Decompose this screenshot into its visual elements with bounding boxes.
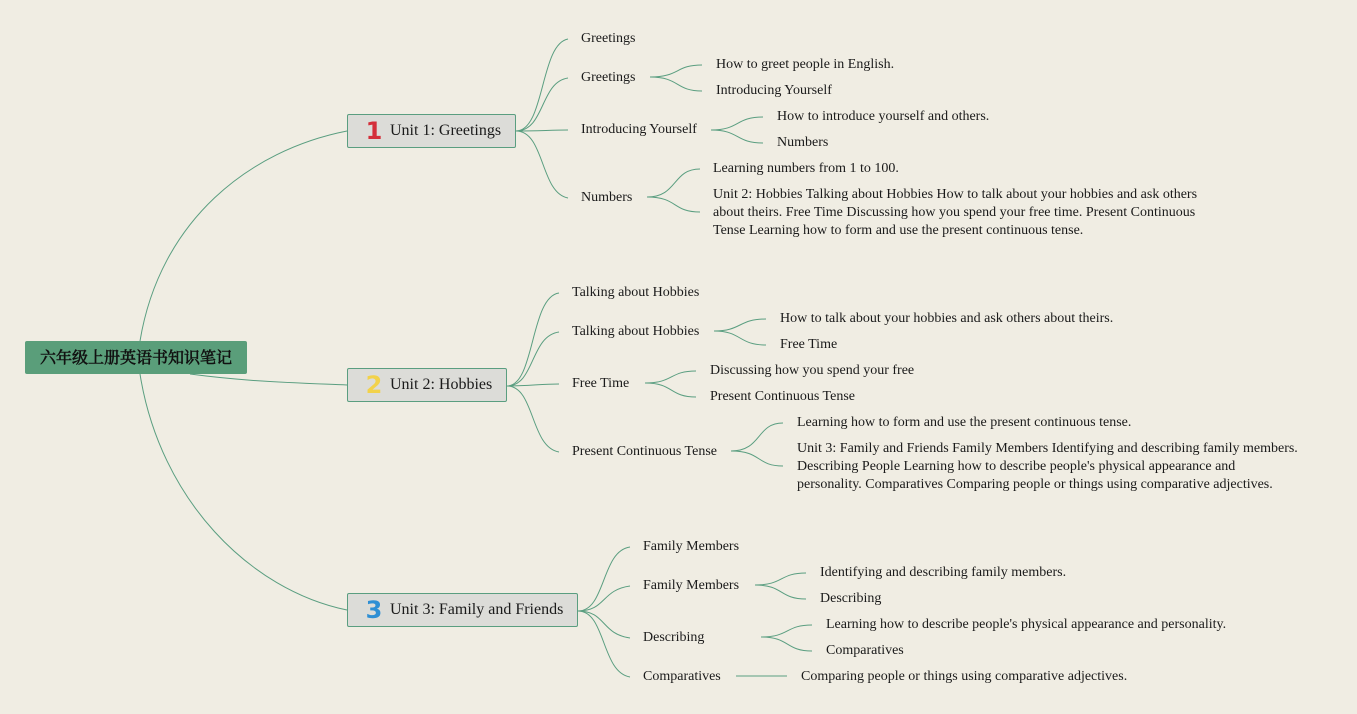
unit-3-topic-2-child-2[interactable]: Describing bbox=[820, 591, 882, 606]
unit-3-topic-4-child-1[interactable]: Comparing people or things using comparative adjectives. bbox=[801, 669, 1128, 684]
edge-u3t2-c1 bbox=[755, 573, 806, 585]
edge-unit3-topic4 bbox=[578, 611, 630, 677]
unit-1-topic-1[interactable]: Greetings bbox=[581, 31, 636, 46]
unit-1-topic-2-child-2[interactable]: Introducing Yourself bbox=[716, 83, 832, 98]
edge-unit3-topic2 bbox=[578, 586, 630, 611]
unit-2-topic-3-child-2[interactable]: Present Continuous Tense bbox=[710, 389, 855, 404]
edge-u2t3-c2 bbox=[645, 383, 696, 397]
unit-3-topic-3-child-2[interactable]: Comparatives bbox=[826, 643, 904, 658]
edge-u1t3-c1 bbox=[711, 117, 763, 130]
edge-u1t2-c2 bbox=[650, 77, 702, 91]
unit-1-label: Unit 1: Greetings bbox=[390, 122, 502, 139]
unit-2-topic-4[interactable]: Present Continuous Tense bbox=[572, 444, 717, 459]
unit-2-topic-4-child-1[interactable]: Learning how to form and use the present continuous tense. bbox=[797, 415, 1132, 430]
unit-2-topic-1[interactable]: Talking about Hobbies bbox=[572, 285, 700, 300]
unit-1-topic-2-child-1[interactable]: How to greet people in English. bbox=[716, 57, 895, 72]
edge-u1t4-c2 bbox=[647, 197, 700, 212]
edge-u3t2-c2 bbox=[755, 585, 806, 599]
edge-unit3-topic1 bbox=[578, 547, 630, 611]
unit-2-topic-4-child-2[interactable]: Unit 3: Family and Friends Family Members Identifying and describing family members. Describing People Learning how to describe people's physical appearance and personality. Comparatives Comparing people or things using comparative adjectives. bbox=[797, 441, 1298, 492]
edge-u1t3-c2 bbox=[711, 130, 763, 143]
unit-3-topic-2-child-1[interactable]: Identifying and describing family members. bbox=[820, 565, 1067, 580]
unit-3-label: Unit 3: Family and Friends bbox=[390, 601, 564, 618]
root-node[interactable]: 六年级上册英语书知识笔记 bbox=[25, 341, 247, 374]
edge-u2t2-c2 bbox=[714, 331, 766, 345]
edge-u2t2-c1 bbox=[714, 319, 766, 331]
unit-1-topic-4[interactable]: Numbers bbox=[581, 190, 633, 205]
edge-unit1-topic1 bbox=[516, 39, 568, 131]
unit-3-topic-4[interactable]: Comparatives bbox=[643, 669, 721, 684]
edge-unit1-topic2 bbox=[516, 78, 568, 131]
edge-u1t4-c1 bbox=[647, 169, 700, 197]
edge-u2t4-c2 bbox=[731, 451, 783, 466]
unit-1-topic-4-child-2[interactable]: Unit 2: Hobbies Talking about Hobbies How to talk about your hobbies and ask others about theirs. Free Time Discussing how you spend your free time. Present Continuous Tense Learning how to form and use the present continuous tense. bbox=[713, 187, 1198, 238]
unit-2-topic-2[interactable]: Talking about Hobbies bbox=[572, 324, 700, 339]
unit-1-node[interactable] bbox=[347, 114, 516, 148]
unit-2-topic-2-child-1[interactable]: How to talk about your hobbies and ask others about theirs. bbox=[780, 311, 1114, 326]
edge-u2t3-c1 bbox=[645, 371, 696, 383]
unit-2-topic-3-child-1[interactable]: Discussing how you spend your free bbox=[710, 363, 915, 378]
edge-u1t2-c1 bbox=[650, 65, 702, 77]
unit-3-topic-1[interactable]: Family Members bbox=[643, 539, 740, 554]
unit-2-node[interactable] bbox=[347, 368, 507, 402]
unit-1-topic-2[interactable]: Greetings bbox=[581, 70, 636, 85]
edge-u3t3-c1 bbox=[761, 625, 812, 637]
edge-u3t3-c2 bbox=[761, 637, 812, 651]
unit-3-topic-3-child-1[interactable]: Learning how to describe people's physical appearance and personality. bbox=[826, 617, 1227, 632]
edge-root-unit1 bbox=[140, 131, 347, 341]
unit-3-node[interactable] bbox=[347, 593, 578, 627]
unit-2-label: Unit 2: Hobbies bbox=[390, 376, 493, 393]
unit-2-topic-3[interactable]: Free Time bbox=[572, 376, 630, 391]
unit-1-topic-3-child-2[interactable]: Numbers bbox=[777, 135, 829, 150]
edge-root-unit2 bbox=[190, 374, 347, 385]
unit-2-topic-2-child-2[interactable]: Free Time bbox=[780, 337, 838, 352]
unit-1-topic-3[interactable]: Introducing Yourself bbox=[581, 122, 697, 137]
unit-3-topic-2[interactable]: Family Members bbox=[643, 578, 740, 593]
unit-3-topic-3[interactable]: Describing bbox=[643, 630, 705, 645]
unit-1-topic-3-child-1[interactable]: How to introduce yourself and others. bbox=[777, 109, 990, 124]
edge-unit3-topic3 bbox=[578, 611, 630, 638]
edge-unit2-topic1 bbox=[507, 293, 559, 386]
edge-unit1-topic4 bbox=[516, 131, 568, 198]
edge-unit1-topic3 bbox=[516, 130, 568, 131]
unit-1-topic-4-child-1[interactable]: Learning numbers from 1 to 100. bbox=[713, 161, 899, 176]
unit-2-number-marker: 2 bbox=[365, 371, 383, 399]
edge-unit2-topic4 bbox=[507, 386, 559, 452]
edge-root-unit3 bbox=[140, 374, 347, 610]
edge-u2t4-c1 bbox=[731, 423, 783, 451]
unit-3-number-marker: 3 bbox=[365, 596, 383, 624]
unit-1-number-marker: 1 bbox=[365, 117, 383, 145]
